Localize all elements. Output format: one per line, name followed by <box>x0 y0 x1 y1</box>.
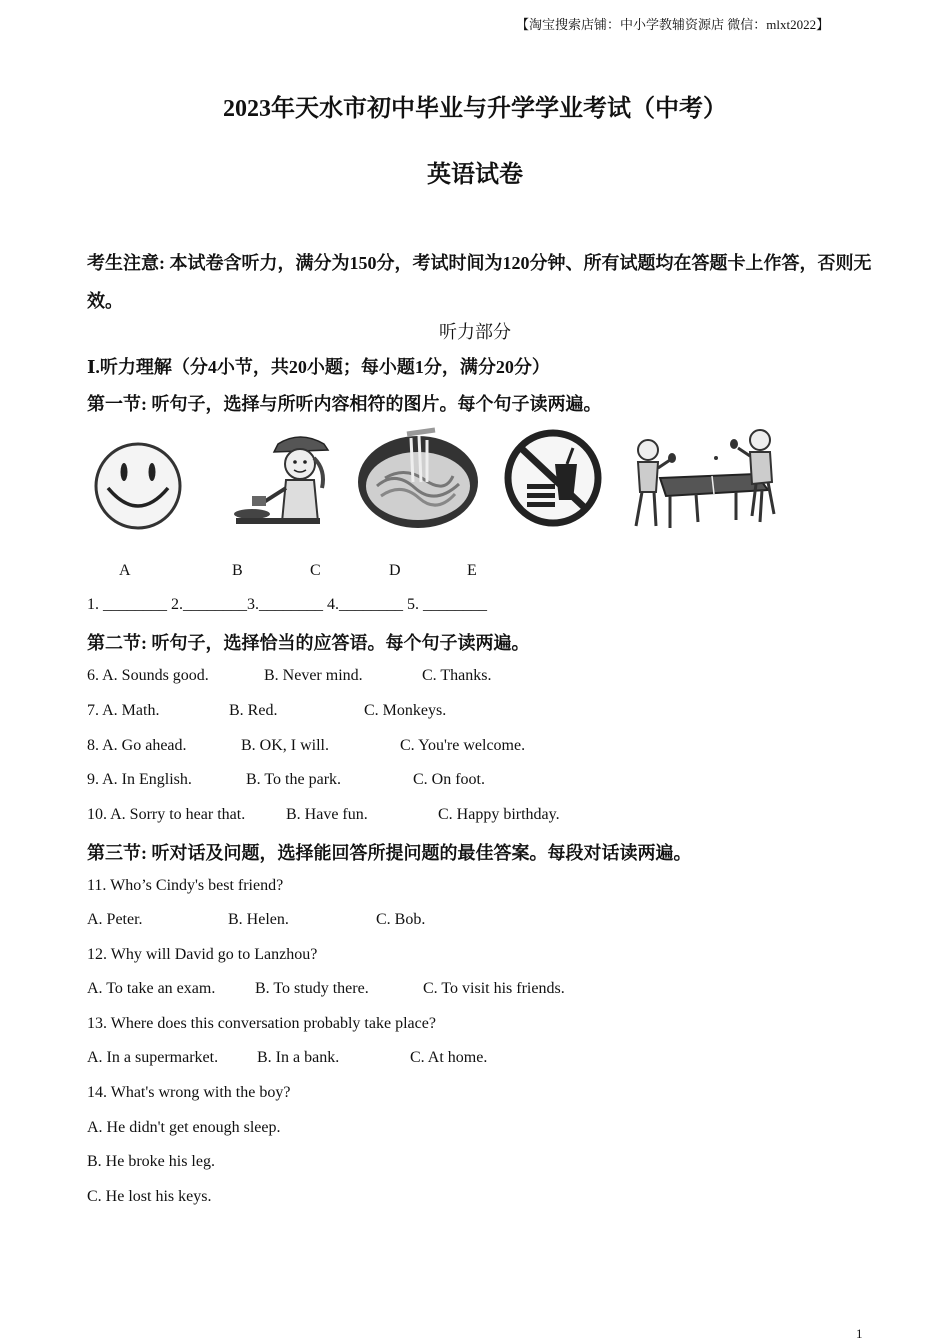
q13-option-a: A. In a supermarket. <box>87 1049 219 1066</box>
q9-option-a: 9. A. In English. <box>87 771 192 788</box>
picture-label-c: C <box>310 562 321 579</box>
page-number: 1 <box>856 1326 863 1341</box>
noodles-bowl-picture <box>355 426 481 532</box>
q7-option-b: B. Red. <box>229 702 278 719</box>
q11-option-b: B. Helen. <box>228 911 289 928</box>
q12-option-b: B. To study there. <box>255 980 369 997</box>
exam-subtitle: 英语试卷 <box>427 162 523 188</box>
q6-option-a: 6. A. Sounds good. <box>87 667 209 684</box>
q12-question: 12. Why will David go to Lanzhou? <box>87 946 318 963</box>
picture-label-a: A <box>119 562 131 579</box>
picture-label-b: B <box>232 562 243 579</box>
answer-blanks: 1. ________ 2.________3.________ 4.________ 5. ________ <box>87 596 487 613</box>
notice-text: 本试卷含听力，满分为150分，考试时间为120分钟、所有试题均在答题卡上作答，否则无效。 <box>87 253 872 311</box>
q10-option-a: 10. A. Sorry to hear that. <box>87 806 246 823</box>
table-tennis-picture <box>626 426 782 534</box>
picture-label-d: D <box>389 562 401 579</box>
q10-option-b: B. Have fun. <box>286 806 368 823</box>
q14-question: 14. What's wrong with the boy? <box>87 1084 291 1101</box>
q13-question: 13. Where does this conversation probably take place? <box>87 1015 436 1032</box>
header-note: 【淘宝搜索店铺：中小学教辅资源店 微信：mlxt2022】 <box>516 17 830 32</box>
q13-option-b: B. In a bank. <box>257 1049 340 1066</box>
q9-option-b: B. To the park. <box>246 771 342 788</box>
no-eating-drinking-sign-picture <box>503 426 605 530</box>
smiley-face-picture <box>90 426 186 536</box>
q14-option-b: B. He broke his leg. <box>87 1153 215 1170</box>
q8-option-a: 8. A. Go ahead. <box>87 737 187 754</box>
q14-option-a: A. He didn't get enough sleep. <box>87 1119 281 1136</box>
part1-heading: Ⅰ.听力理解（分4小节，共20小题；每小题1分，满分20分） <box>87 357 550 377</box>
notice-label: 考生注意: <box>87 253 170 273</box>
q12-option-c: C. To visit his friends. <box>423 980 565 997</box>
section3-heading: 第三节: 听对话及问题，选择能回答所提问题的最佳答案。每段对话读两遍。 <box>87 843 692 863</box>
listening-title: 听力部分 <box>439 322 511 342</box>
exam-title: 2023年天水市初中毕业与升学学业考试（中考） <box>223 96 727 122</box>
q12-option-a: A. To take an exam. <box>87 980 216 997</box>
picture-label-e: E <box>467 562 477 579</box>
q11-question: 11. Who’s Cindy's best friend? <box>87 877 284 894</box>
q6-option-c: C. Thanks. <box>422 667 492 684</box>
q8-option-c: C. You're welcome. <box>400 737 526 754</box>
q7-option-c: C. Monkeys. <box>364 702 447 719</box>
q14-option-c: C. He lost his keys. <box>87 1188 212 1205</box>
q13-option-c: C. At home. <box>410 1049 488 1066</box>
q10-option-c: C. Happy birthday. <box>438 806 560 823</box>
exam-notice <box>87 244 887 320</box>
girl-cooking-picture <box>228 426 334 536</box>
section1-heading: 第一节: 听句子，选择与所听内容相符的图片。每个句子读两遍。 <box>87 394 602 414</box>
q8-option-b: B. OK, I will. <box>241 737 329 754</box>
q7-option-a: 7. A. Math. <box>87 702 160 719</box>
q11-option-c: C. Bob. <box>376 911 426 928</box>
q9-option-c: C. On foot. <box>413 771 485 788</box>
section2-heading: 第二节: 听句子，选择恰当的应答语。每个句子读两遍。 <box>87 633 530 653</box>
q6-option-b: B. Never mind. <box>264 667 363 684</box>
q11-option-a: A. Peter. <box>87 911 143 928</box>
